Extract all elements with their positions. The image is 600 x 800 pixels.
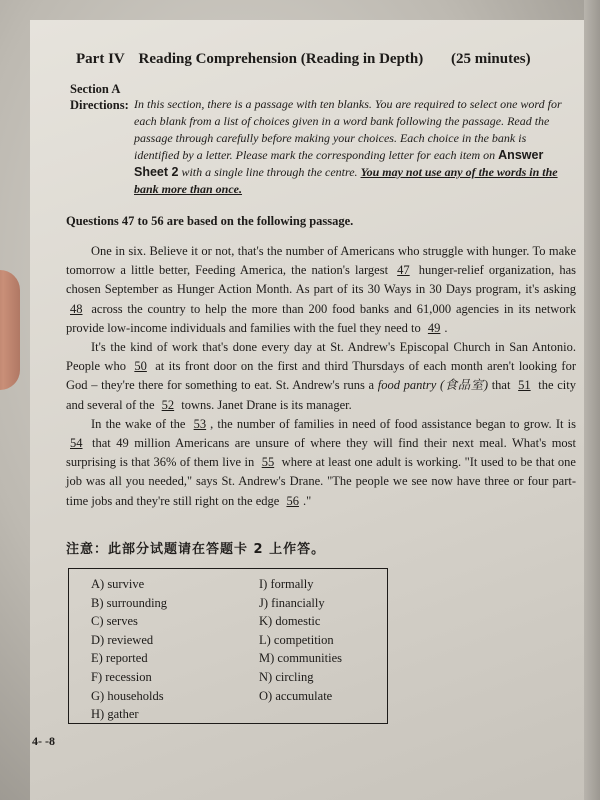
passage-text: the city and several of the [66,378,576,412]
passage-text: towns. Janet Drane is its manager. [178,397,352,412]
passage-text: One in six. Believe it or not, that's the number of Americans who struggle with hunger. To make tomorrow a little better, Feeding America, the nation's largest [66,244,576,278]
directions-label: Directions: [70,98,129,112]
passage-text: hunger-relief organization, has chosen September as Hunger Action Month. As part of its 30 Ways in 30 Days program, it's asking [66,263,576,297]
directions-text-1: In this section, there is a passage with ten blanks. You are required to select one word for each blank from a list of choices given in a word bank following the passage. Read the passage through carefully before making your choices. Each choice in the bank is identified by a letter. Please mark the corresponding letter for each item on [134,97,562,162]
blank-51: 51 [518,378,531,393]
word-option-a: A) survive [91,577,145,591]
section-label: Section A [70,82,121,96]
part-heading: Reading Comprehension (Reading in Depth) [138,51,424,67]
word-option-l: L) competition [259,632,334,647]
blank-48: 48 [70,301,83,316]
passage-text: . [444,320,448,335]
word-bank [68,568,388,724]
answer-sheet-ref: Answer Sheet 2 [134,148,544,179]
blank-47: 47 [397,263,410,278]
part-number: Part IV [76,51,125,67]
passage-text: ." [302,493,312,508]
passage-text: It's the kind of work that's done every day at St. Andrew's Episcopal Church in San Antonio. People who [66,340,576,374]
blank-53: 53 [193,416,207,431]
passage-text: , the number of families in need of food assistance began to grow. It is [210,416,576,431]
directions-text-2: with a single line through the centre. [181,165,358,179]
word-option-k: K) domestic [259,614,321,629]
page-edge-shadow [584,0,600,800]
word-bank-right-column [259,575,342,705]
word-option-h: H) gather [91,707,139,722]
word-option-b: B) surrounding [91,595,168,610]
blank-52: 52 [161,397,175,412]
word-option-m: M) communities [259,651,342,666]
blank-56: 56 [286,493,299,508]
food-pantry-term: food pantry (食品室) [377,378,489,393]
reading-passage [66,242,576,511]
time-limit: (25 minutes) [451,51,531,67]
paragraph-1 [66,242,576,338]
paragraph-3 [66,415,576,511]
word-option-f: F) recession [91,669,152,684]
directions-text [134,96,564,198]
page-number: 4- -8 [32,734,55,748]
paragraph-2 [66,338,576,415]
blank-55: 55 [261,455,275,470]
word-bank-left-column [91,575,167,724]
word-option-j: J) financially [259,595,325,610]
word-option-e: E) reported [91,651,148,666]
passage-text: that [488,378,515,393]
questions-heading: Questions 47 to 56 are based on the following passage. [66,214,354,228]
directions-warning: You may not use any of the words in the bank more than once. [134,165,558,196]
word-option-n: N) circling [259,669,314,684]
word-option-g: G) households [91,688,164,703]
passage-text: where at least one adult is working. "It used to be that one job was all you needed," says St. Andrew's Drane. "The people we see now have three or four part-time jobs and they're still right on the edge [66,455,576,508]
word-option-c: C) serves [91,614,138,629]
blank-54: 54 [70,436,83,451]
part-title [76,50,576,69]
passage-text: across the country to help the more than 200 food banks and 61,000 agencies in its network provide low-income individuals and families with the fuel they need to [66,301,576,335]
word-option-d: D) reviewed [91,632,154,647]
word-option-i: I) formally [259,577,314,591]
passage-text: at its front door on the first and third Thursdays of each month aren't looking for God – they're there for something to eat. St. Andrew's runs a [66,359,576,393]
thumb-finger [0,270,20,390]
exam-page [30,20,590,800]
passage-text: that 49 million Americans are unsure of where they will find their next meal. What's most surprising is that 36% of them live in [66,436,576,470]
word-option-o: O) accumulate [259,688,333,703]
blank-50: 50 [134,359,147,374]
blank-49: 49 [427,320,441,335]
chinese-note: 注意：此部分试题请在答题卡 2 上作答。 [66,542,326,557]
passage-text: In the wake of the [91,416,190,431]
